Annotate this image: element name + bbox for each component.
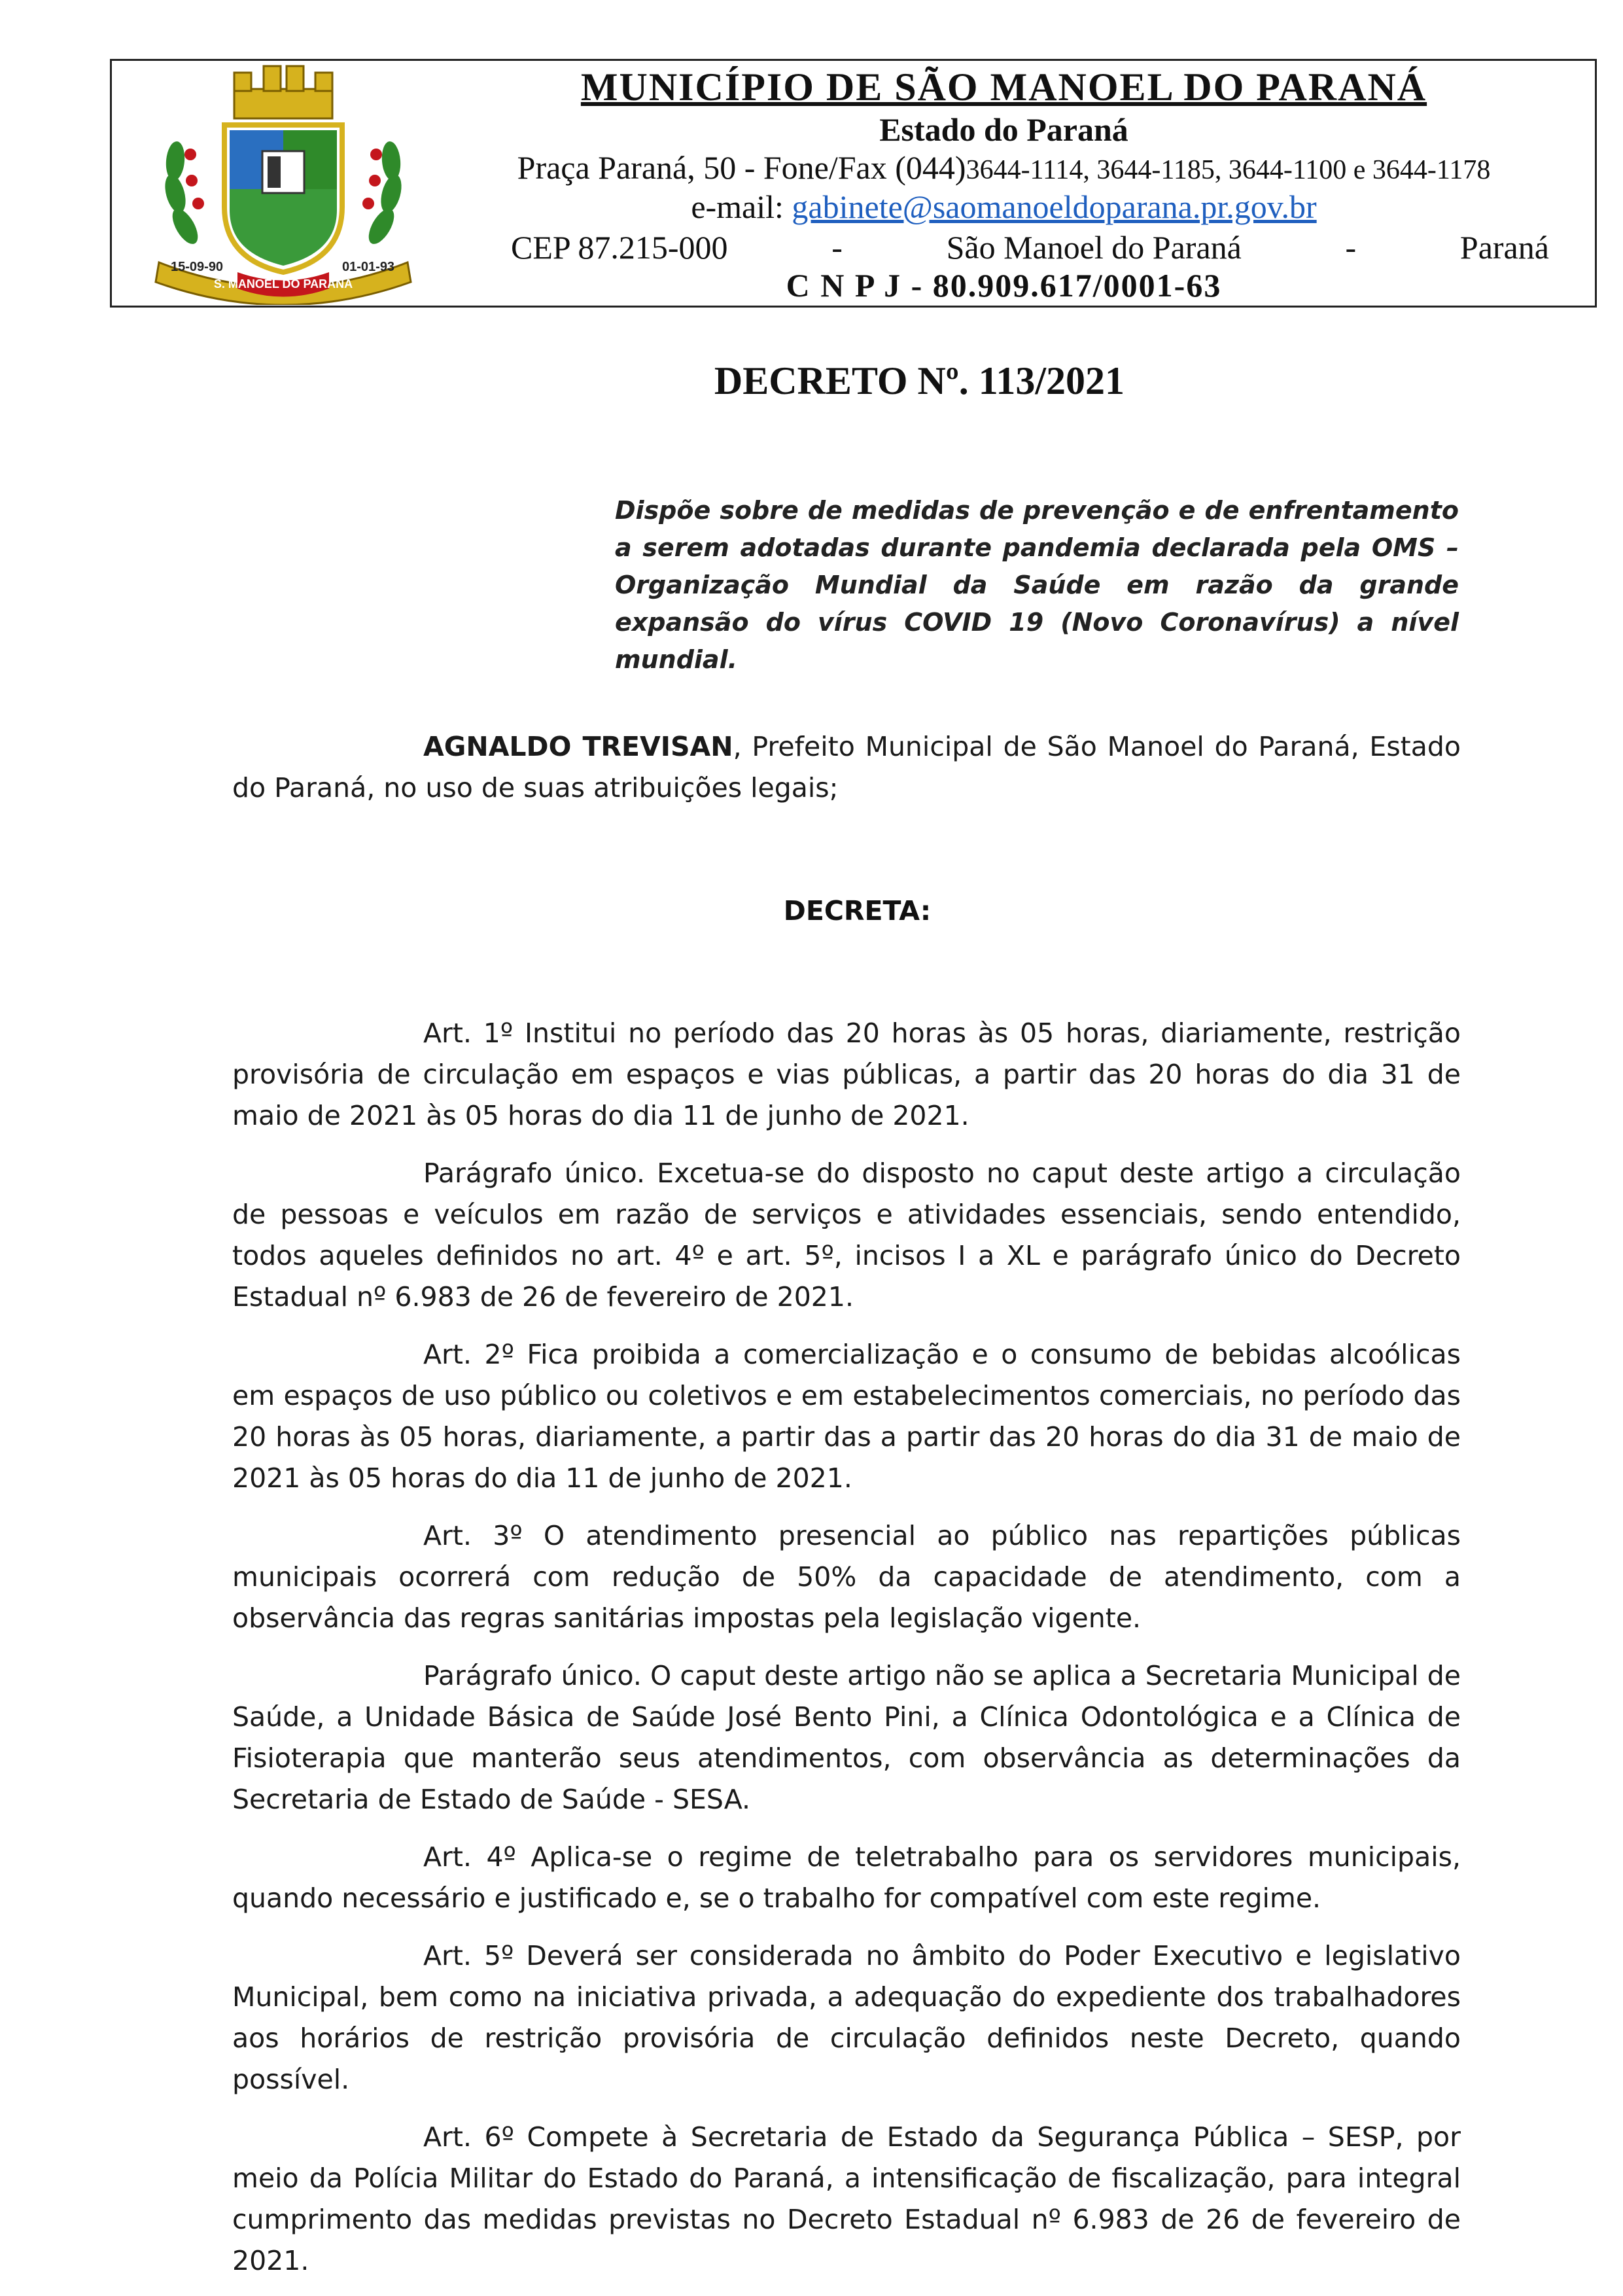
postal-line bbox=[419, 228, 1588, 266]
article-3: Art. 3º O atendimento presencial ao público nas repartições públicas municipais ocorrerá com redução de 50% da capacidade de atendimento, com a observância das regras sanitárias impostas pela legislação vigente. bbox=[232, 1520, 1461, 1634]
decree-title-wrapper bbox=[0, 359, 1623, 404]
city-name: São Manoel do Paraná bbox=[946, 229, 1242, 266]
phone-numbers: 3644-1114, 3644-1185, 3644-1100 e 3644-1178 bbox=[966, 155, 1491, 185]
article-1: Art. 1º Institui no período das 20 horas às 05 horas, diariamente, restrição provisória de circulação em espaços e vias públicas, a partir das 20 horas do dia 31 de maio de 2021 às 05 horas do dia 11 de junho de 2021. bbox=[232, 1017, 1461, 1131]
postal-dash-2: - bbox=[1345, 229, 1357, 266]
article-5: Art. 5º Deverá ser considerada no âmbito do Poder Executivo e legislativo Municipal, bem como na iniciativa privada, a adequação do expediente dos trabalhadores aos horários de restrição provisória de circulação definidos neste Decreto, quando possível. bbox=[232, 1940, 1461, 2095]
email-link[interactable]: gabinete@saomanoeldoparana.pr.gov.br bbox=[792, 188, 1317, 225]
address-main: Praça Paraná, 50 - Fone/Fax (044) bbox=[517, 149, 966, 186]
municipal-coat-of-arms-icon bbox=[146, 63, 421, 305]
decreta-heading: DECRETA: bbox=[783, 895, 932, 927]
article-1-paragraph: Parágrafo único. Excetua-se do disposto no caput deste artigo a circulação de pessoas e veículos em razão de serviços e atividades essenciais, sendo entendido, todos aqueles definidos no art. 4º e art. 5º, incisos I a XL e parágrafo único do Decreto Estadual nº 6.983 de 26 de fevereiro de 2021. bbox=[232, 1157, 1461, 1313]
postal-dash-1: - bbox=[831, 229, 843, 266]
state-short: Paraná bbox=[1459, 229, 1549, 266]
preamble-text: , Prefeito Municipal de São Manoel do Paraná, Estado do Paraná, no uso de suas atribuições legais; bbox=[232, 731, 1461, 804]
address-line bbox=[419, 149, 1588, 186]
article-4: Art. 4º Aplica-se o regime de teletrabalho para os servidores municipais, quando necessário e justificado e, se o trabalho for compatível com este regime. bbox=[232, 1841, 1461, 1914]
article-6: Art. 6º Compete à Secretaria de Estado da Segurança Pública – SESP, por meio da Polícia Militar do Estado do Paraná, a intensificação de fiscalização, para integral cumprimento das medidas previstas no Decreto Estadual nº 6.983 de 26 de fevereiro de 2021. bbox=[232, 2121, 1461, 2276]
articles bbox=[232, 1013, 1461, 2282]
cnpj-line: C N P J - 80.909.617/0001-63 bbox=[786, 267, 1222, 304]
crest-date-left: 15-09-90 bbox=[171, 260, 224, 274]
article-2: Art. 2º Fica proibida a comercialização e o consumo de bebidas alcoólicas em espaços de uso público ou coletivos e em estabelecimentos comerciais, no período das 20 horas às 05 horas, diariamente, a partir das a partir das 20 horas do dia 31 de maio de 2021 às 05 horas do dia 11 de junho de 2021. bbox=[232, 1339, 1461, 1494]
decreta-wrapper bbox=[0, 895, 1623, 927]
postal-code: CEP 87.215-000 bbox=[511, 229, 728, 266]
crest-ribbon-text: S. MANOEL DO PARANÁ bbox=[213, 277, 353, 291]
crest-date-right: 01-01-93 bbox=[342, 260, 395, 274]
article-3-paragraph: Parágrafo único. O caput deste artigo não se aplica a Secretaria Municipal de Saúde, a Unidade Básica de Saúde José Bento Pini, a Clínica Odontológica e a Clínica de Fisioterapia que manterão seus atendimentos, com observância as determinações da Secretaria de Estado de Saúde - SESA. bbox=[232, 1660, 1461, 1815]
mayor-name: AGNALDO TREVISAN bbox=[423, 731, 733, 762]
email-line bbox=[419, 188, 1588, 226]
decree-title: DECRETO Nº. 113/2021 bbox=[714, 359, 1125, 402]
decree-summary: Dispõe sobre de medidas de prevenção e de enfrentamento a serem adotadas durante pandemia declarada pela OMS – Organização Mundial da Saúde em razão da grande expansão do vírus COVID 19 (Novo Coronavírus) a nível mundial. bbox=[615, 496, 1459, 674]
preamble bbox=[232, 726, 1461, 809]
email-label: e-mail: bbox=[691, 188, 792, 225]
letterhead bbox=[110, 59, 1597, 308]
municipality-name: MUNICÍPIO DE SÃO MANOEL DO PARANÁ bbox=[580, 65, 1427, 109]
state-name: Estado do Paraná bbox=[879, 111, 1128, 148]
